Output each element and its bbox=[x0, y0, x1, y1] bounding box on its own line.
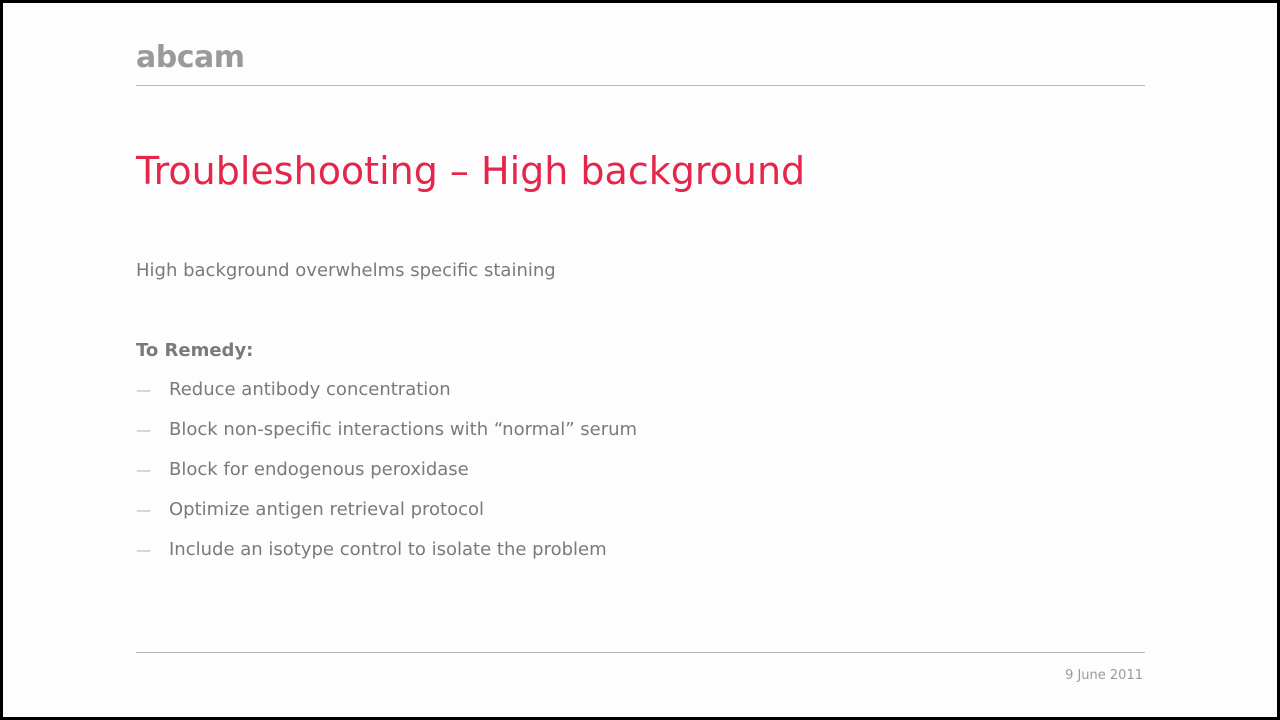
remedy-text: Optimize antigen retrieval protocol bbox=[169, 499, 484, 520]
slide-date: 9 June 2011 bbox=[1065, 668, 1143, 683]
slide bbox=[3, 3, 1277, 717]
dash-bullet-icon: — bbox=[136, 541, 151, 559]
remedy-list bbox=[136, 379, 637, 579]
footer-divider bbox=[136, 652, 1145, 653]
header-divider bbox=[136, 85, 1145, 86]
remedy-item bbox=[136, 459, 637, 499]
remedy-item bbox=[136, 379, 637, 419]
dash-bullet-icon: — bbox=[136, 501, 151, 519]
slide-subtitle: High background overwhelms specific staining bbox=[136, 260, 556, 281]
remedy-item bbox=[136, 539, 637, 579]
remedy-item bbox=[136, 419, 637, 459]
remedy-text: Block for endogenous peroxidase bbox=[169, 459, 469, 480]
slide-title: Troubleshooting – High background bbox=[136, 149, 806, 193]
remedy-text: Block non-specific interactions with “normal” serum bbox=[169, 419, 638, 440]
remedy-heading: To Remedy: bbox=[136, 340, 254, 361]
abcam-logo: abcam bbox=[136, 40, 245, 75]
dash-bullet-icon: — bbox=[136, 421, 151, 439]
dash-bullet-icon: — bbox=[136, 381, 151, 399]
remedy-text: Include an isotype control to isolate the problem bbox=[169, 539, 607, 560]
remedy-item bbox=[136, 499, 637, 539]
remedy-text: Reduce antibody concentration bbox=[169, 379, 451, 400]
dash-bullet-icon: — bbox=[136, 461, 151, 479]
